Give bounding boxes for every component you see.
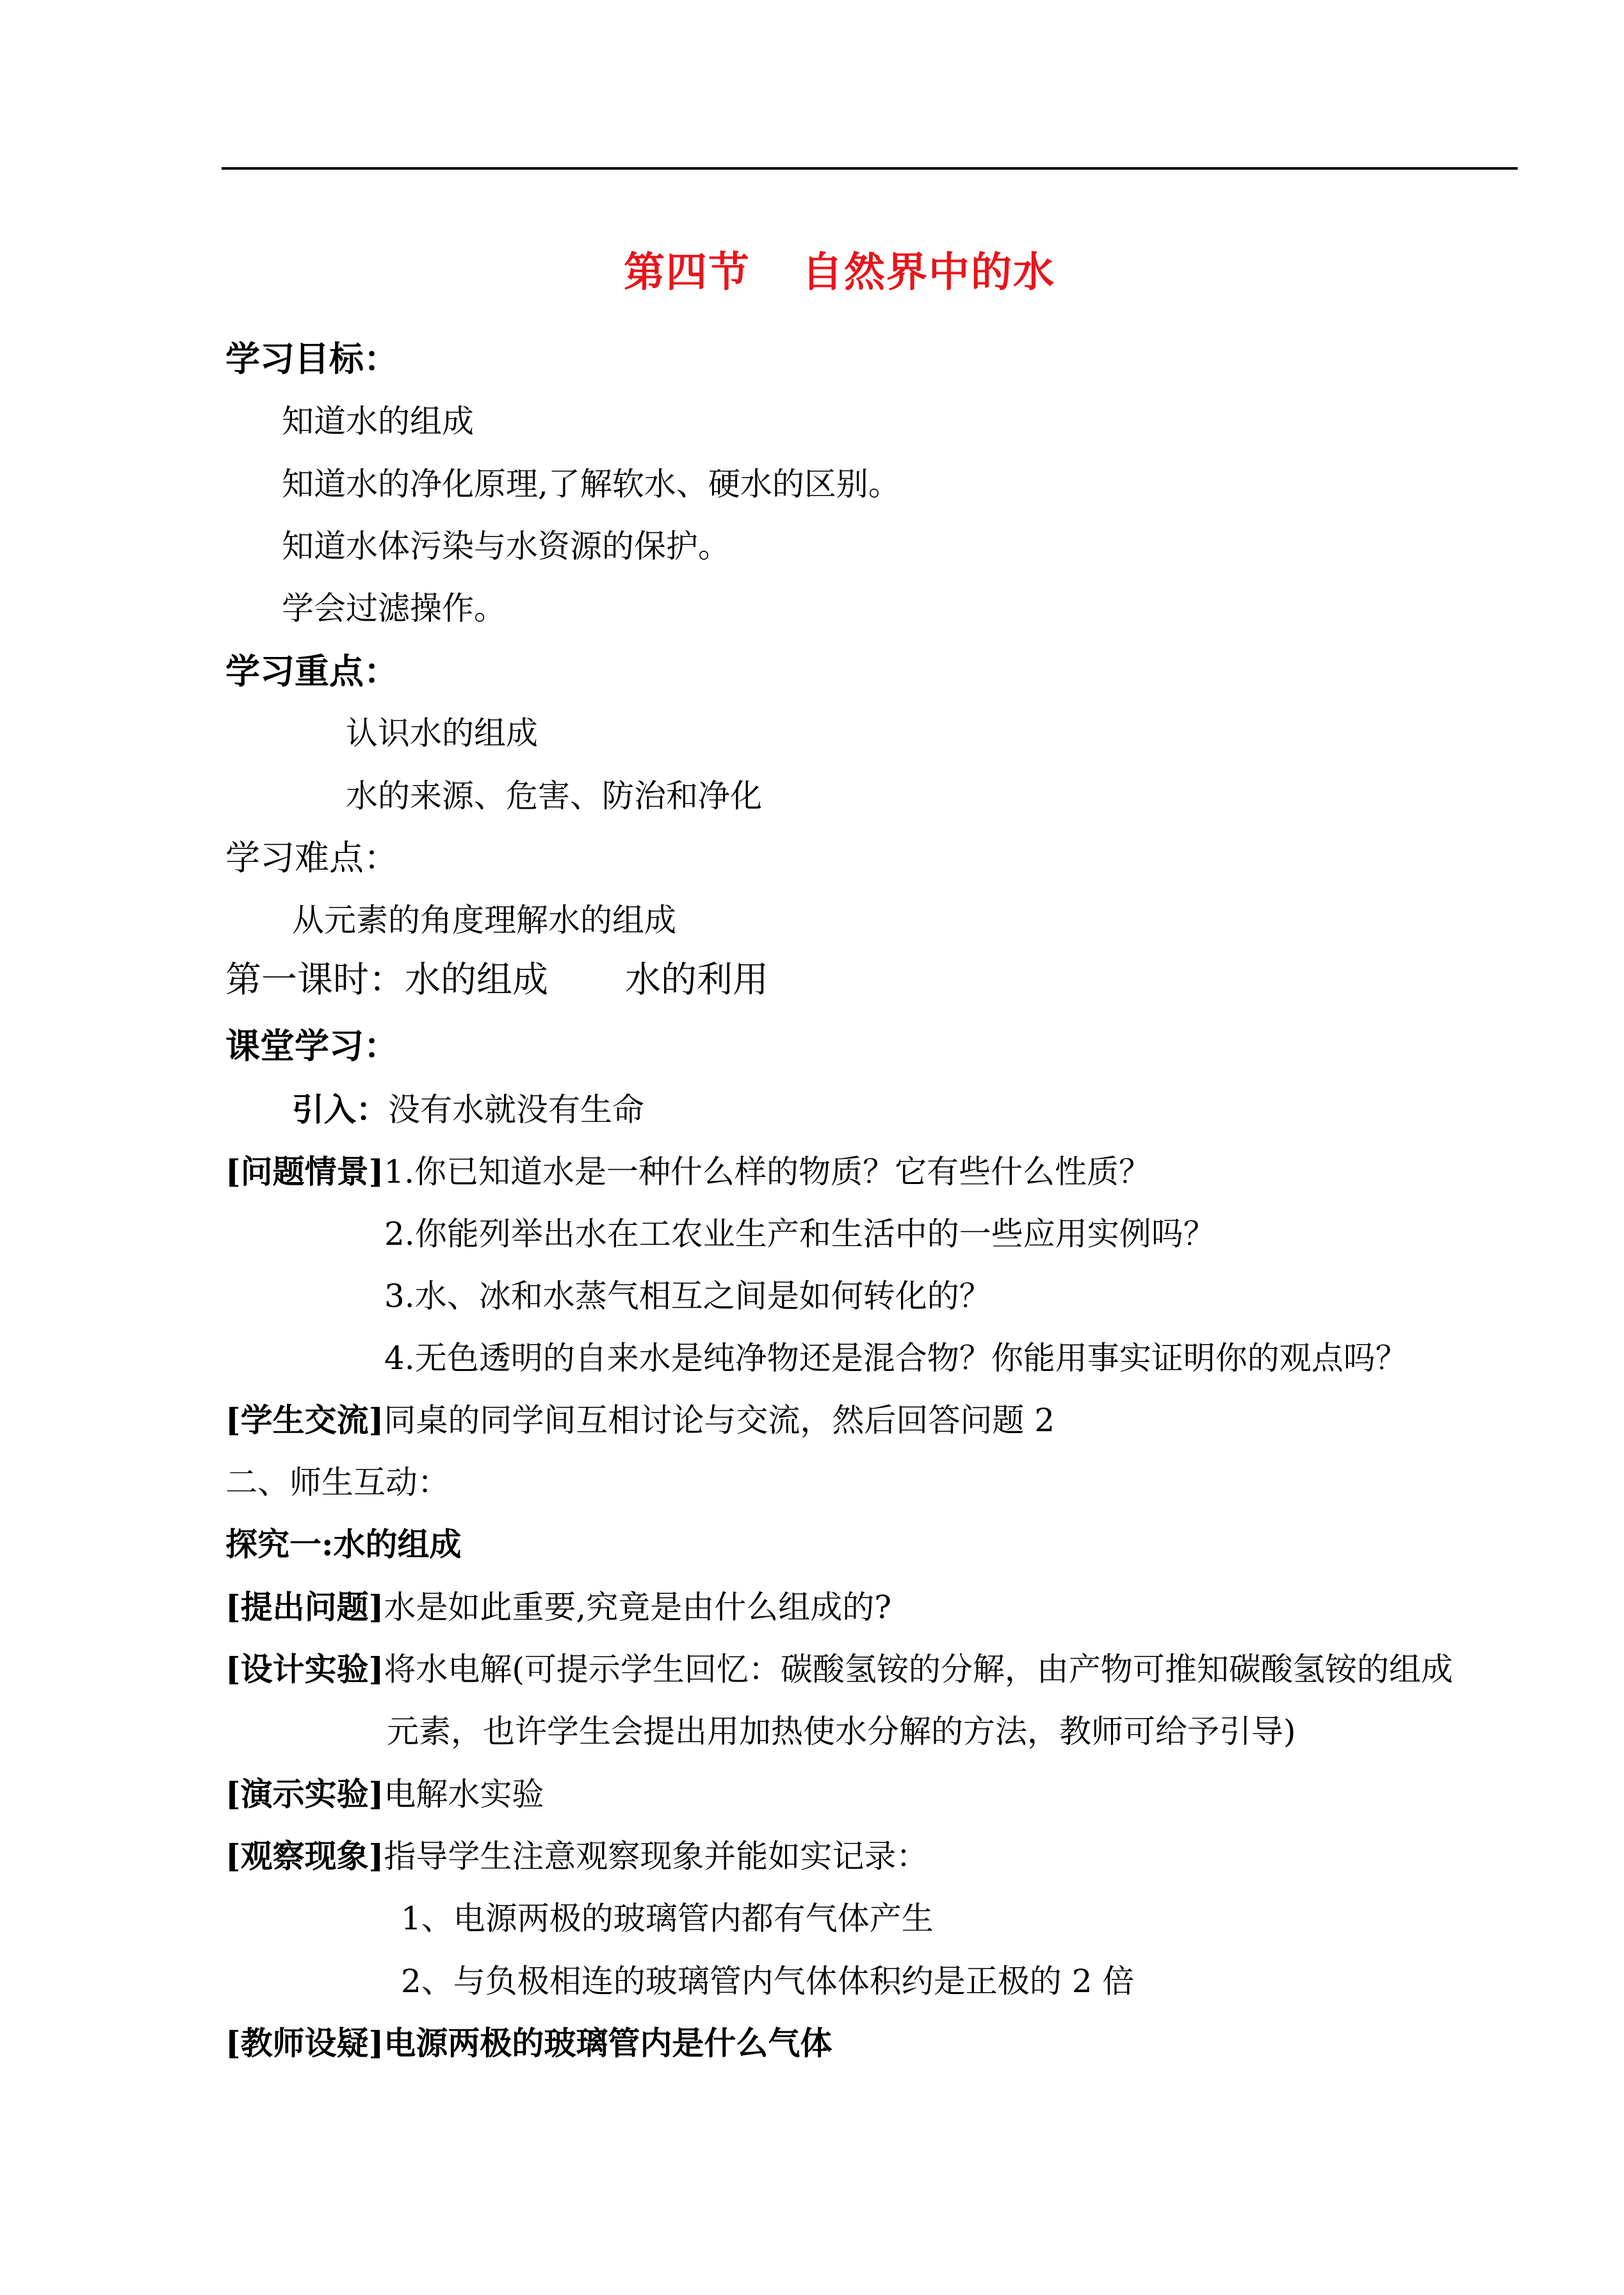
objective-item: 知道水体污染与水资源的保护。	[282, 528, 730, 565]
header-rule	[222, 167, 1518, 170]
key-point-item: 认识水的组成	[346, 715, 538, 752]
classroom-heading: 课堂学习：	[225, 1025, 398, 1066]
intro-line: 引入：没有水就没有生命	[292, 1091, 644, 1128]
lesson-line: 第一课时：水的组成 水的利用	[225, 959, 768, 1001]
teacher-question-line: [教师设疑]电源两极的玻璃管内是什么气体	[225, 2024, 832, 2062]
observe-line: [观察现象]指导学生注意观察现象并能如实记录：	[225, 1837, 929, 1875]
objective-item: 知道水的净化原理,了解软水、硬水的区别。	[282, 466, 900, 503]
difficulty-heading: 学习难点：	[225, 838, 398, 878]
student-exchange-line: [学生交流]同桌的同学间互相讨论与交流，然后回答问题 2	[225, 1401, 1055, 1439]
key-points-heading: 学习重点：	[225, 651, 398, 692]
key-point-item: 水的来源、危害、防治和净化	[346, 777, 762, 815]
section2-heading: 二、师生互动：	[225, 1464, 450, 1501]
question-item: 3.水、冰和水蒸气相互之间是如何转化的？	[384, 1277, 991, 1315]
design-experiment-continuation: 元素，也许学生会提出用加热使水分解的方法，教师可给予引导)	[387, 1713, 1296, 1750]
page-title: 第四节 自然界中的水	[624, 248, 1055, 296]
objectives-heading: 学习目标：	[225, 338, 398, 379]
difficulty-item: 从元素的角度理解水的组成	[292, 902, 676, 939]
design-experiment-line: [设计实验]将水电解(可提示学生回忆：碳酸氢铵的分解，由产物可推知碳酸氢铵的组成	[225, 1650, 1453, 1688]
objective-item: 知道水的组成	[282, 403, 474, 440]
question-item: 2.你能列举出水在工农业生产和生活中的一些应用实例吗？	[384, 1215, 1215, 1253]
objective-item: 学会过滤操作。	[282, 590, 506, 627]
observe-item: 2、与负极相连的玻璃管内气体体积约是正极的 2 倍	[401, 1963, 1135, 2000]
question-item: 4.无色透明的自来水是纯净物还是混合物？你能用事实证明你的观点吗？	[384, 1340, 1408, 1377]
observe-item: 1、电源两极的玻璃管内都有气体产生	[401, 1900, 934, 1937]
explore1-heading: 探究一:水的组成	[225, 1525, 462, 1563]
demo-experiment-line: [演示实验]电解水实验	[225, 1775, 544, 1813]
raise-question-line: [提出问题]水是如此重要,究竟是由什么组成的?	[225, 1588, 892, 1626]
question-scene-line: [问题情景]1.你已知道水是一种什么样的物质？它有些什么性质？	[225, 1153, 1151, 1190]
